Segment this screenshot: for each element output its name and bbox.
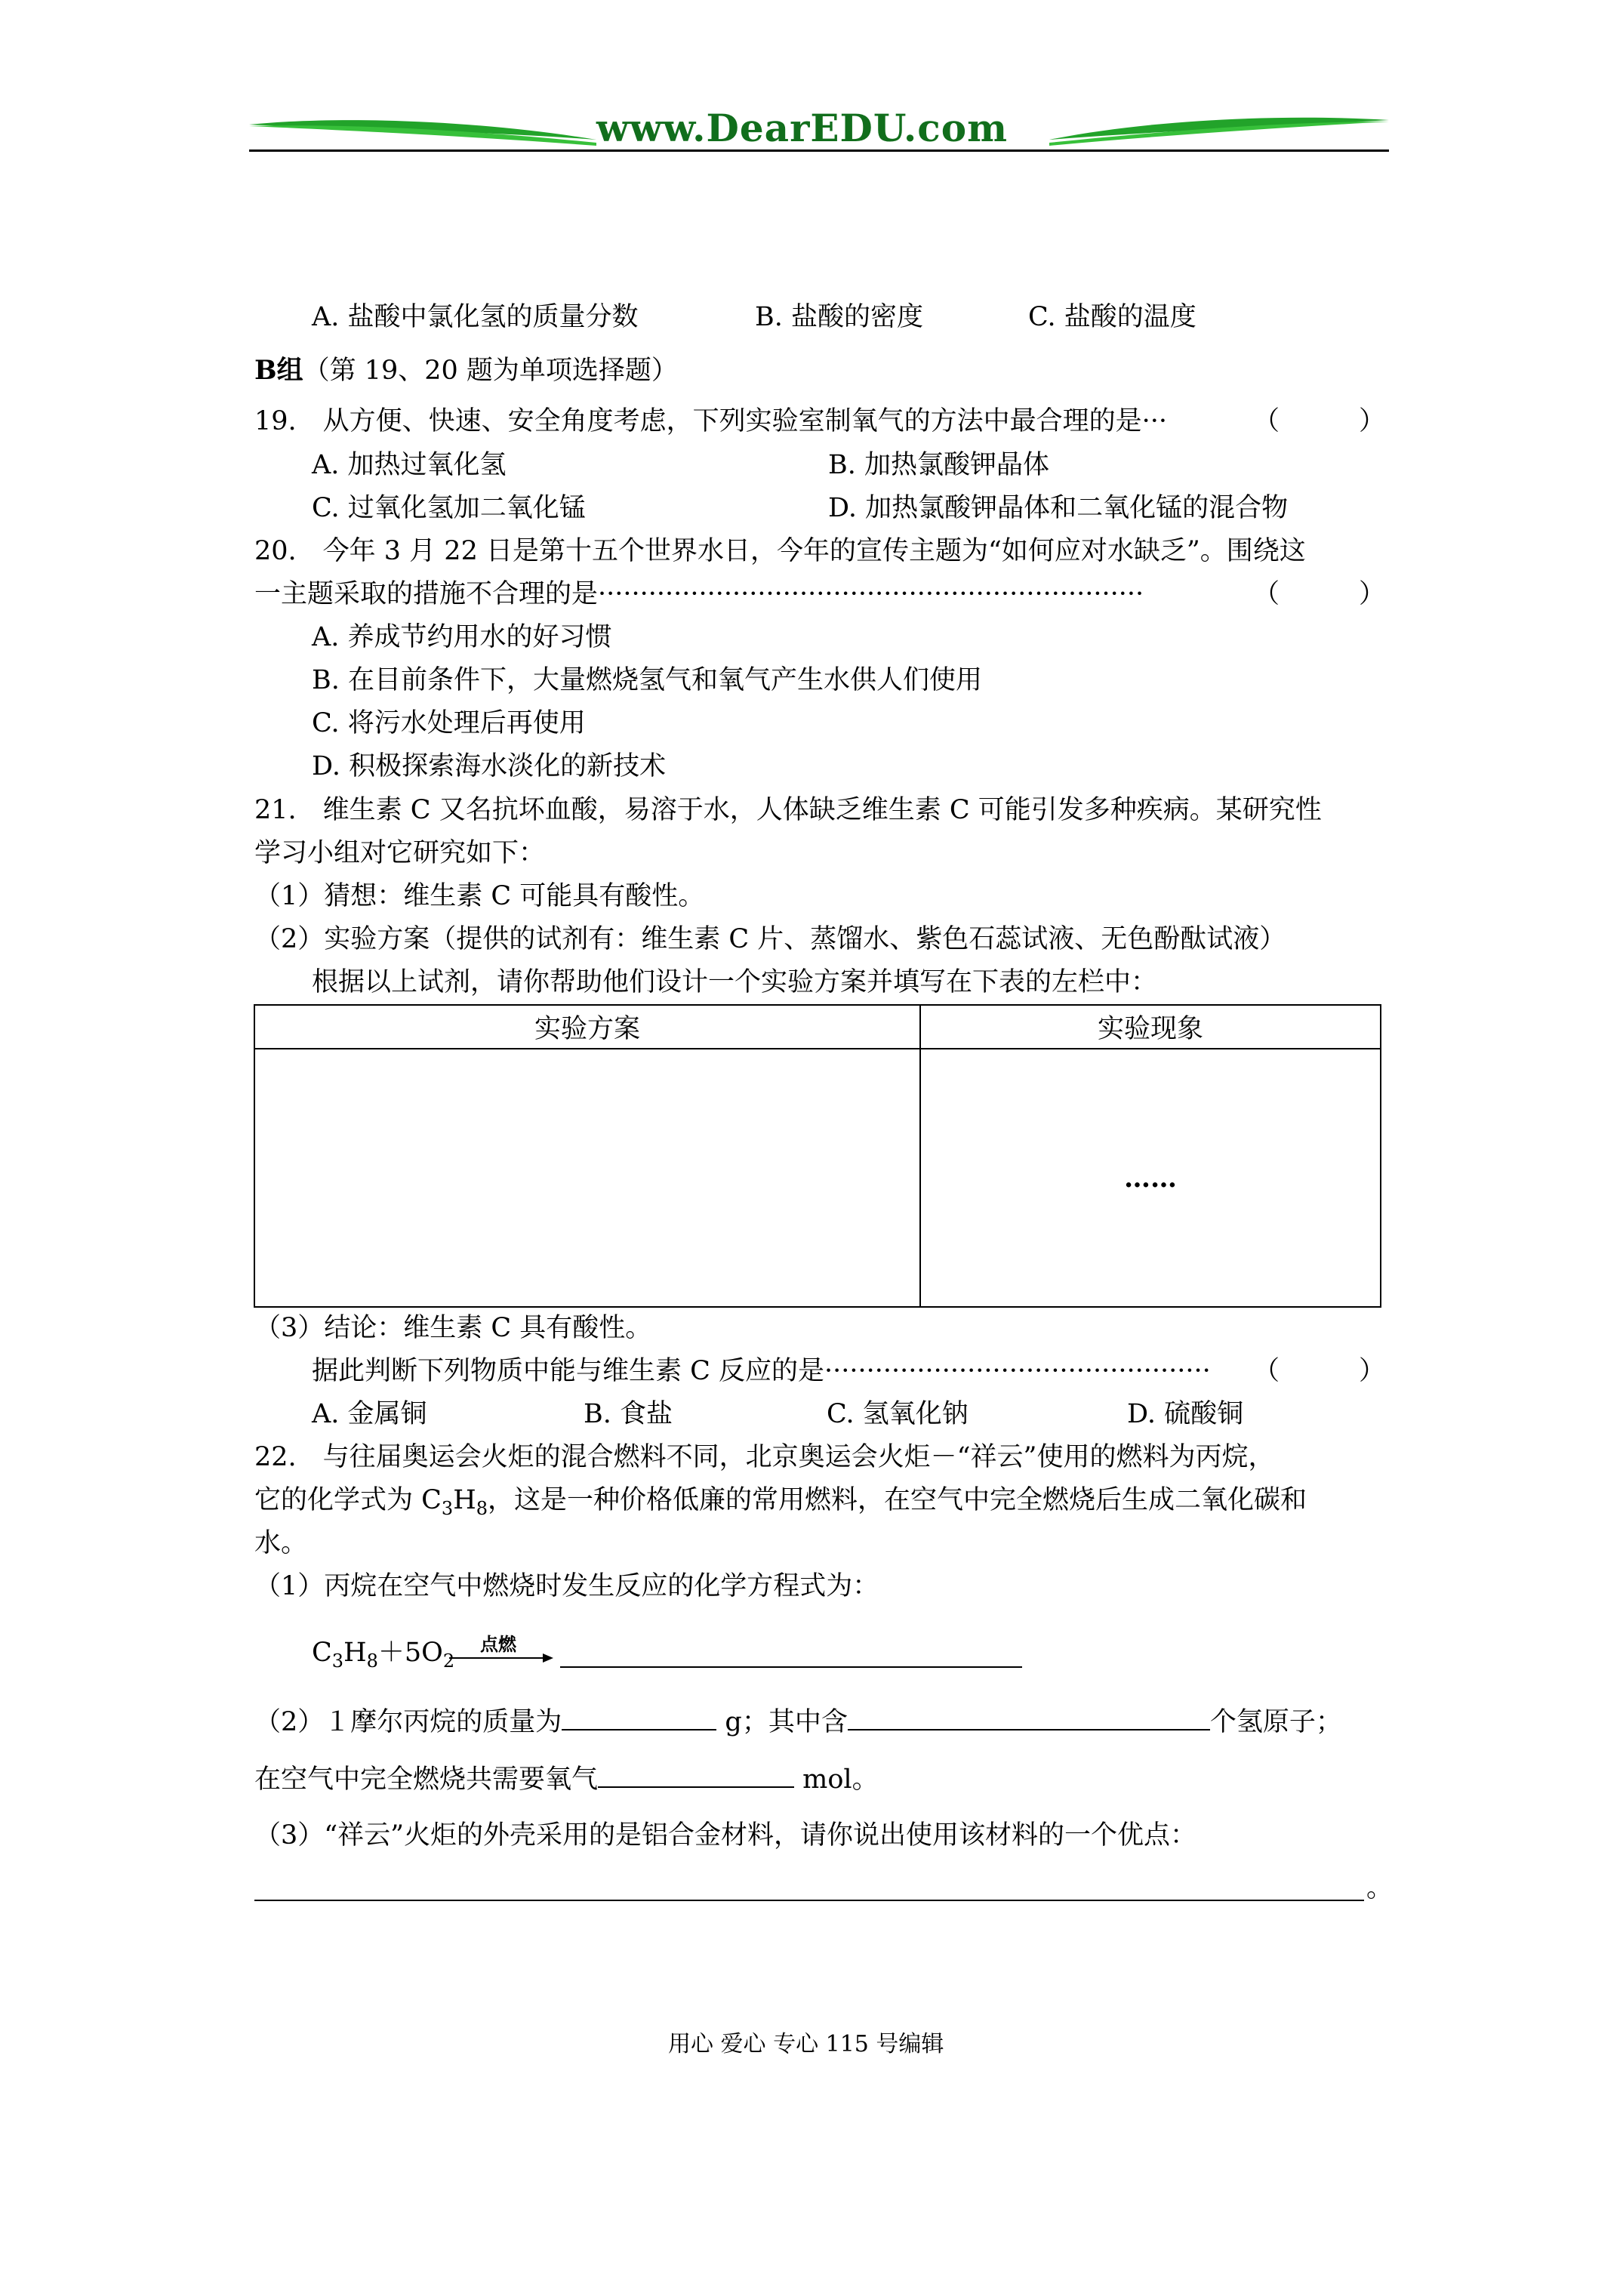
q20-option-c: C. 将污水处理后再使用 (312, 708, 586, 738)
q22-stem-line2 (254, 1483, 1307, 1520)
eq-text: C (312, 1638, 332, 1668)
experiment-table (254, 1004, 1381, 1308)
eq-text: H (343, 1638, 367, 1668)
table-header-phenomenon: 实验现象 (920, 1005, 1381, 1049)
advantage-answer-blank[interactable] (254, 1900, 1364, 1901)
q22-equation-reactants (312, 1635, 454, 1672)
q22-stem-line1: 22. 与往届奥运会火炬的混合燃料不同，北京奥运会火炬－“祥云”使用的燃料为丙烷， (254, 1442, 1275, 1472)
q22-part2-line2 (254, 1761, 879, 1797)
q18-option-a: A. 盐酸中氯化氢的质量分数 (312, 302, 639, 332)
q21-part3: （3）结论：维生素 C 具有酸性。 (254, 1313, 652, 1343)
q19-answer-paren: （ ） (1253, 406, 1386, 436)
group-b-title: B组 (254, 355, 303, 386)
q21-option-c: C. 氢氧化钠 (827, 1399, 969, 1429)
oxygen-mol-blank[interactable] (598, 1761, 794, 1788)
site-logo: www.DearEDU.com (596, 106, 1009, 150)
q21-option-d: D. 硫酸铜 (1127, 1399, 1244, 1429)
subscript: 8 (476, 1498, 488, 1519)
q22-part2-text: mol。 (802, 1764, 879, 1795)
q22-part2-text: （2）１摩尔丙烷的质量为 (254, 1707, 562, 1737)
q21-part1: （1）猜想：维生素 C 可能具有酸性。 (254, 881, 705, 911)
group-b-note: （第 19、20 题为单项选择题） (303, 356, 678, 386)
subscript: 8 (366, 1650, 378, 1672)
q19-stem: 19. 从方便、快速、安全角度考虑，下列实验室制氧气的方法中最合理的是··· (254, 406, 1168, 436)
q20-answer-paren: （ ） (1253, 579, 1386, 609)
equation-answer-blank[interactable] (560, 1666, 1022, 1668)
subscript: 3 (331, 1650, 344, 1672)
q22-stem-text: ，这是一种价格低廉的常用燃料，在空气中完全燃烧后生成二氧化碳和 (488, 1485, 1307, 1515)
q22-stem-line3: 水。 (254, 1528, 308, 1558)
q19-option-c: C. 过氧化氢加二氧化锰 (312, 493, 586, 523)
q19-option-a: A. 加热过氧化氢 (312, 450, 507, 480)
q19-option-d: D. 加热氯酸钾晶体和二氧化锰的混合物 (828, 493, 1289, 523)
table-cell-phenomenon: …… (920, 1049, 1381, 1307)
table-header-plan: 实验方案 (254, 1005, 920, 1049)
group-b-heading (254, 353, 678, 388)
q22-part2-text: g；其中含 (725, 1707, 848, 1737)
table-cell-plan-answer[interactable] (254, 1049, 920, 1307)
q20-stem-line2: 一主题采取的措施不合理的是································································· (254, 579, 1144, 609)
q20-option-d: D. 积极探索海水淡化的新技术 (312, 751, 667, 781)
hydrogen-count-blank[interactable] (848, 1703, 1210, 1730)
q22-part3: （3）“祥云”火炬的外壳采用的是铝合金材料，请你说出使用该材料的一个优点： (254, 1820, 1197, 1851)
q19-option-b: B. 加热氯酸钾晶体 (828, 450, 1049, 480)
subscript: 2 (442, 1650, 455, 1672)
q18-option-b: B. 盐酸的密度 (755, 302, 923, 332)
q21-stem-line2: 学习小组对它研究如下： (254, 838, 546, 868)
eq-text: ＋5O (377, 1638, 443, 1668)
end-period: 。 (1366, 1873, 1394, 1903)
q22-part2-text: 个氢原子； (1209, 1707, 1342, 1737)
q20-stem-line1: 20. 今年 3 月 22 日是第十五个世界水日，今年的宣传主题为“如何应对水缺乏”。围绕这 (254, 536, 1306, 566)
reaction-condition: 点燃 (480, 1633, 516, 1655)
page-footer: 用心 爱心 专心 115 号编辑 (668, 2031, 944, 2057)
q21-part3-question: 据此判断下列物质中能与维生素 C 反应的是·············································· (312, 1356, 1211, 1386)
q21-option-b: B. 食盐 (584, 1399, 673, 1429)
q22-part1: （1）丙烷在空气中燃烧时发生反应的化学方程式为： (254, 1571, 879, 1601)
q20-option-b: B. 在目前条件下，大量燃烧氢气和氧气产生水供人们使用 (312, 665, 982, 695)
q21-option-a: A. 金属铜 (312, 1399, 427, 1429)
subscript: 3 (441, 1498, 454, 1519)
mass-answer-blank[interactable] (562, 1703, 716, 1730)
q22-stem-text: H (453, 1485, 476, 1515)
q22-part2-text: 在空气中完全燃烧共需要氧气 (254, 1764, 599, 1795)
q22-part2-line1 (254, 1703, 1342, 1740)
q21-part2-instruction: 根据以上试剂，请你帮助他们设计一个实验方案并填写在下表的左栏中： (312, 967, 1158, 997)
q20-option-a: A. 养成节约用水的好习惯 (312, 622, 612, 652)
q21-part2: （2）实验方案（提供的试剂有：维生素 C 片、蒸馏水、紫色石蕊试液、无色酚酞试液） (254, 924, 1286, 954)
q22-stem-text: 它的化学式为 C (254, 1485, 442, 1515)
q18-option-c: C. 盐酸的温度 (1028, 302, 1196, 332)
q21-answer-paren: （ ） (1253, 1356, 1386, 1386)
q21-stem-line1: 21. 维生素 C 又名抗坏血酸，易溶于水，人体缺乏维生素 C 可能引发多种疾病。某研究性 (254, 795, 1322, 825)
